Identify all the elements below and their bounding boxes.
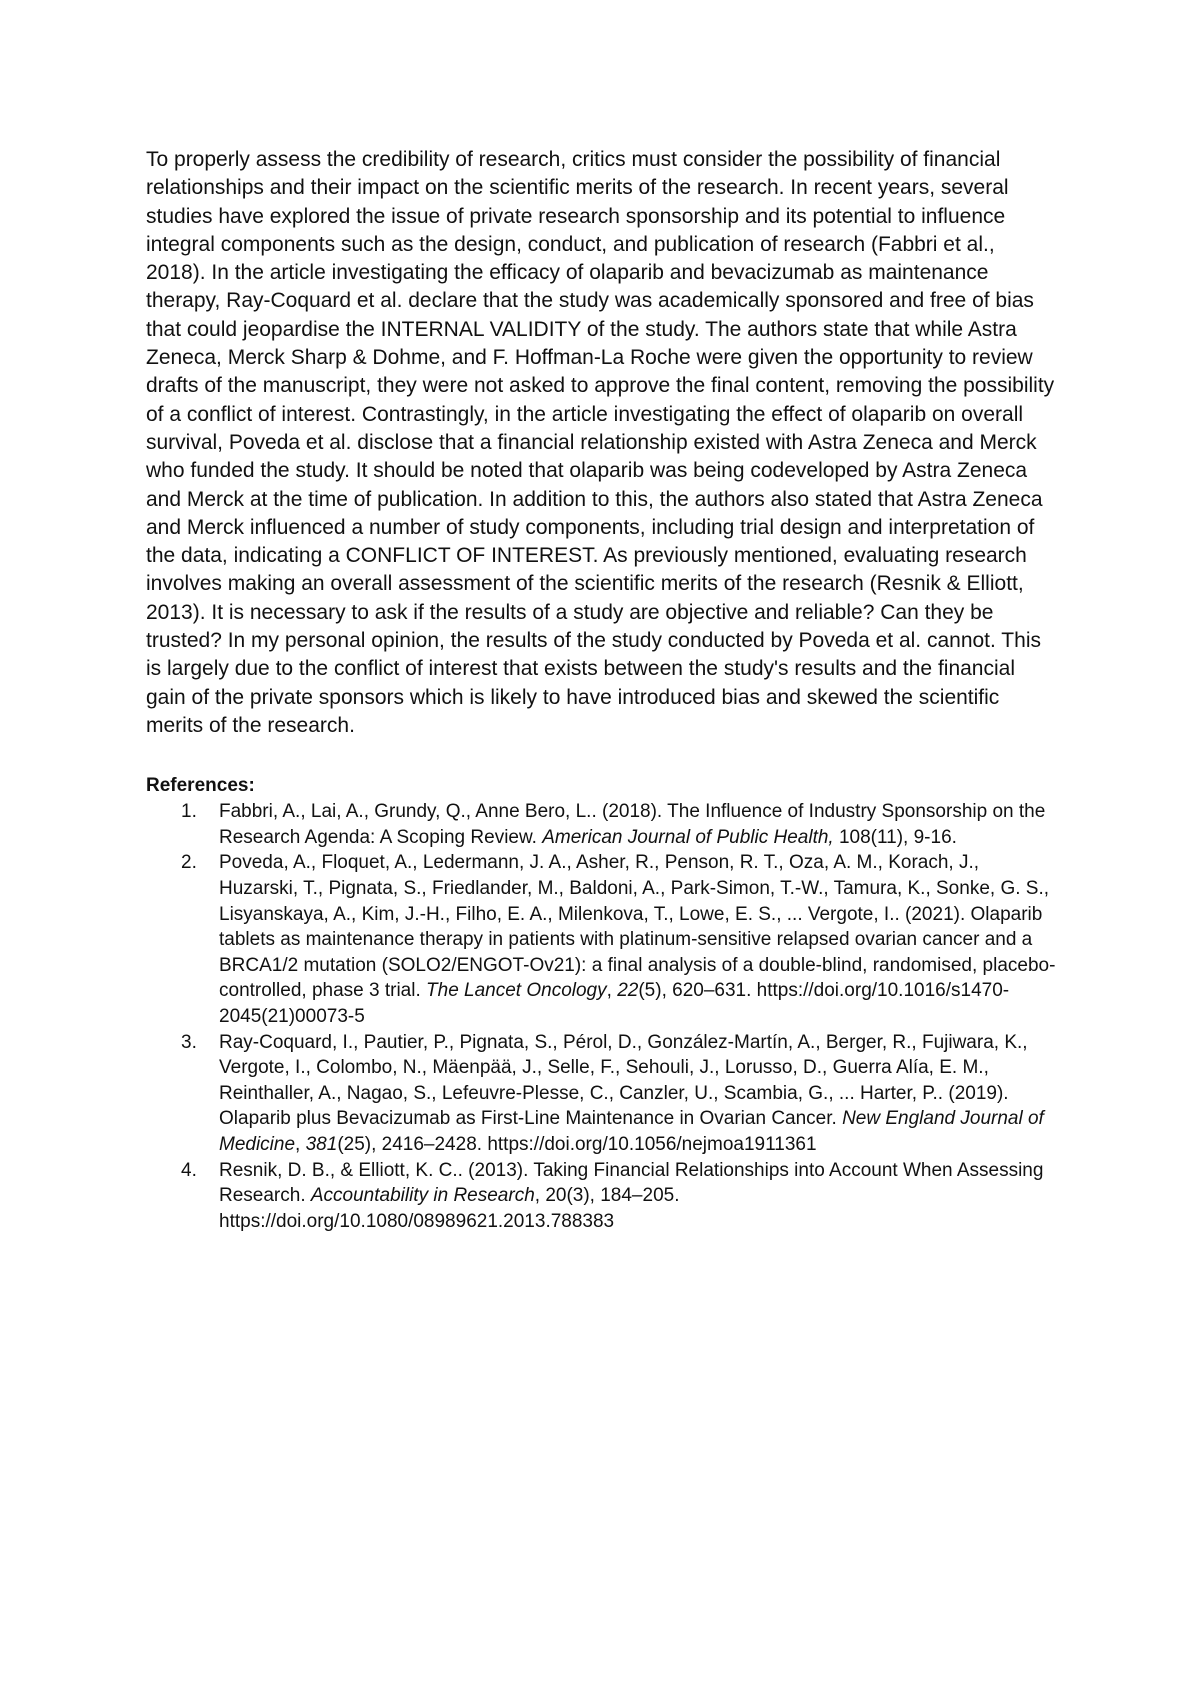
reference-number: 3. — [181, 1031, 197, 1053]
journal-title: New England Journal of Medicine — [219, 1108, 1044, 1155]
reference-item — [146, 799, 1056, 850]
journal-volume: 22 — [617, 980, 639, 1002]
journal-title: Accountability in Research — [310, 1185, 535, 1207]
reference-text: Resnik, D. B., & Elliott, K. C.. (2013). Taking Financial Relationships into Account When Assessing Research. Accountability in Research, 20(3), 184–205. https://doi.org/10.1080/08989621.2013.788383 — [219, 1159, 1044, 1232]
references-heading: References: — [146, 775, 255, 797]
reference-text: Fabbri, A., Lai, A., Grundy, Q., Anne Bero, L.. (2018). The Influence of Industry Sponsorship on the Research Agenda: A Scoping Review. American Journal of Public Health, 108(11), 9-16. — [219, 801, 1046, 848]
journal-volume: 381 — [305, 1133, 338, 1155]
reference-number: 2. — [181, 852, 197, 874]
reference-text: Poveda, A., Floquet, A., Ledermann, J. A., Asher, R., Penson, R. T., Oza, A. M., Korach, J., Huzarski, T., Pignata, S., Friedlander, M., Baldoni, A., Park-Simon, T.-W., Tamura, K., Sonke, G. S., Lisyanskaya, A., Kim, J.-H., Filho, E. A., Milenkova, T., Lowe, E. S., ... Vergote, I.. (2021). Olaparib tablets as maintenance therapy in patients with platinum-sensitive relapsed ovarian cancer and a BRCA1/2 mutation (SOLO2/ENGOT-Ov21): a final analysis of a double-blind, randomised, placebo-controlled, phase 3 trial. The Lancet Oncology, 22(5), 620–631. https://doi.org/10.1016/s1470-2045(21)00073-5 — [219, 852, 1056, 1027]
journal-title: American Journal of Public Health, — [542, 826, 834, 848]
reference-item — [146, 1158, 1056, 1235]
reference-number: 1. — [181, 801, 197, 823]
journal-title: The Lancet Oncology — [426, 980, 607, 1002]
reference-number: 4. — [181, 1159, 197, 1181]
reference-text: Ray-Coquard, I., Pautier, P., Pignata, S., Pérol, D., González-Martín, A., Berger, R., Fujiwara, K., Vergote, I., Colombo, N., Mäenpää, J., Selle, F., Sehouli, J., Lorusso, D., Guerra Alía, E. M., Reinthaller, A., Nagao, S., Lefeuvre-Plesse, C., Canzler, U., Scambia, G., ... Harter, P.. (2019). Olaparib plus Bevacizumab as First-Line Maintenance in Ovarian Cancer. New England Journal of Medicine, 381(25), 2416–2428. https://doi.org/10.1056/nejmoa1911361 — [219, 1031, 1044, 1155]
body-paragraph: To properly assess the credibility of research, critics must consider the possibility of financial relationships and their impact on the scientific merits of the research. In recent years, several studies have explored the issue of private research sponsorship and its potential to influence integral components such as the design, conduct, and publication of research (Fabbri et al., 2018). In the article investigating the efficacy of olaparib and bevacizumab as maintenance therapy, Ray-Coquard et al. declare that the study was academically sponsored and free of bias that could jeopardise the INTERNAL VALIDITY of the study. The authors state that while Astra Zeneca, Merck Sharp & Dohme, and F. Hoffman-La Roche were given the opportunity to review drafts of the manuscript, they were not asked to approve the final content, removing the possibility of a conflict of interest. Contrastingly, in the article investigating the effect of olaparib on overall survival, Poveda et al. disclose that a financial relationship existed with Astra Zeneca and Merck who funded the study. It should be noted that olaparib was being codeveloped by Astra Zeneca and Merck at the time of publication. In addition to this, the authors also stated that Astra Zeneca and Merck influenced a number of study components, including trial design and interpretation of the data, indicating a CONFLICT OF INTEREST. As previously mentioned, evaluating research involves making an overall assessment of the scientific merits of the research (Resnik & Elliott, 2013). It is necessary to ask if the results of a study are objective and reliable? Can they be trusted? In my personal opinion, the results of the study conducted by Poveda et al. cannot. This is largely due to the conflict of interest that exists between the study's results and the financial gain of the private sponsors which is likely to have introduced bias and skewed the scientific merits of the research. — [146, 148, 1055, 737]
document-page — [146, 146, 1056, 1234]
reference-item — [146, 1030, 1056, 1158]
reference-item — [146, 850, 1056, 1029]
references-list — [146, 799, 1056, 1234]
